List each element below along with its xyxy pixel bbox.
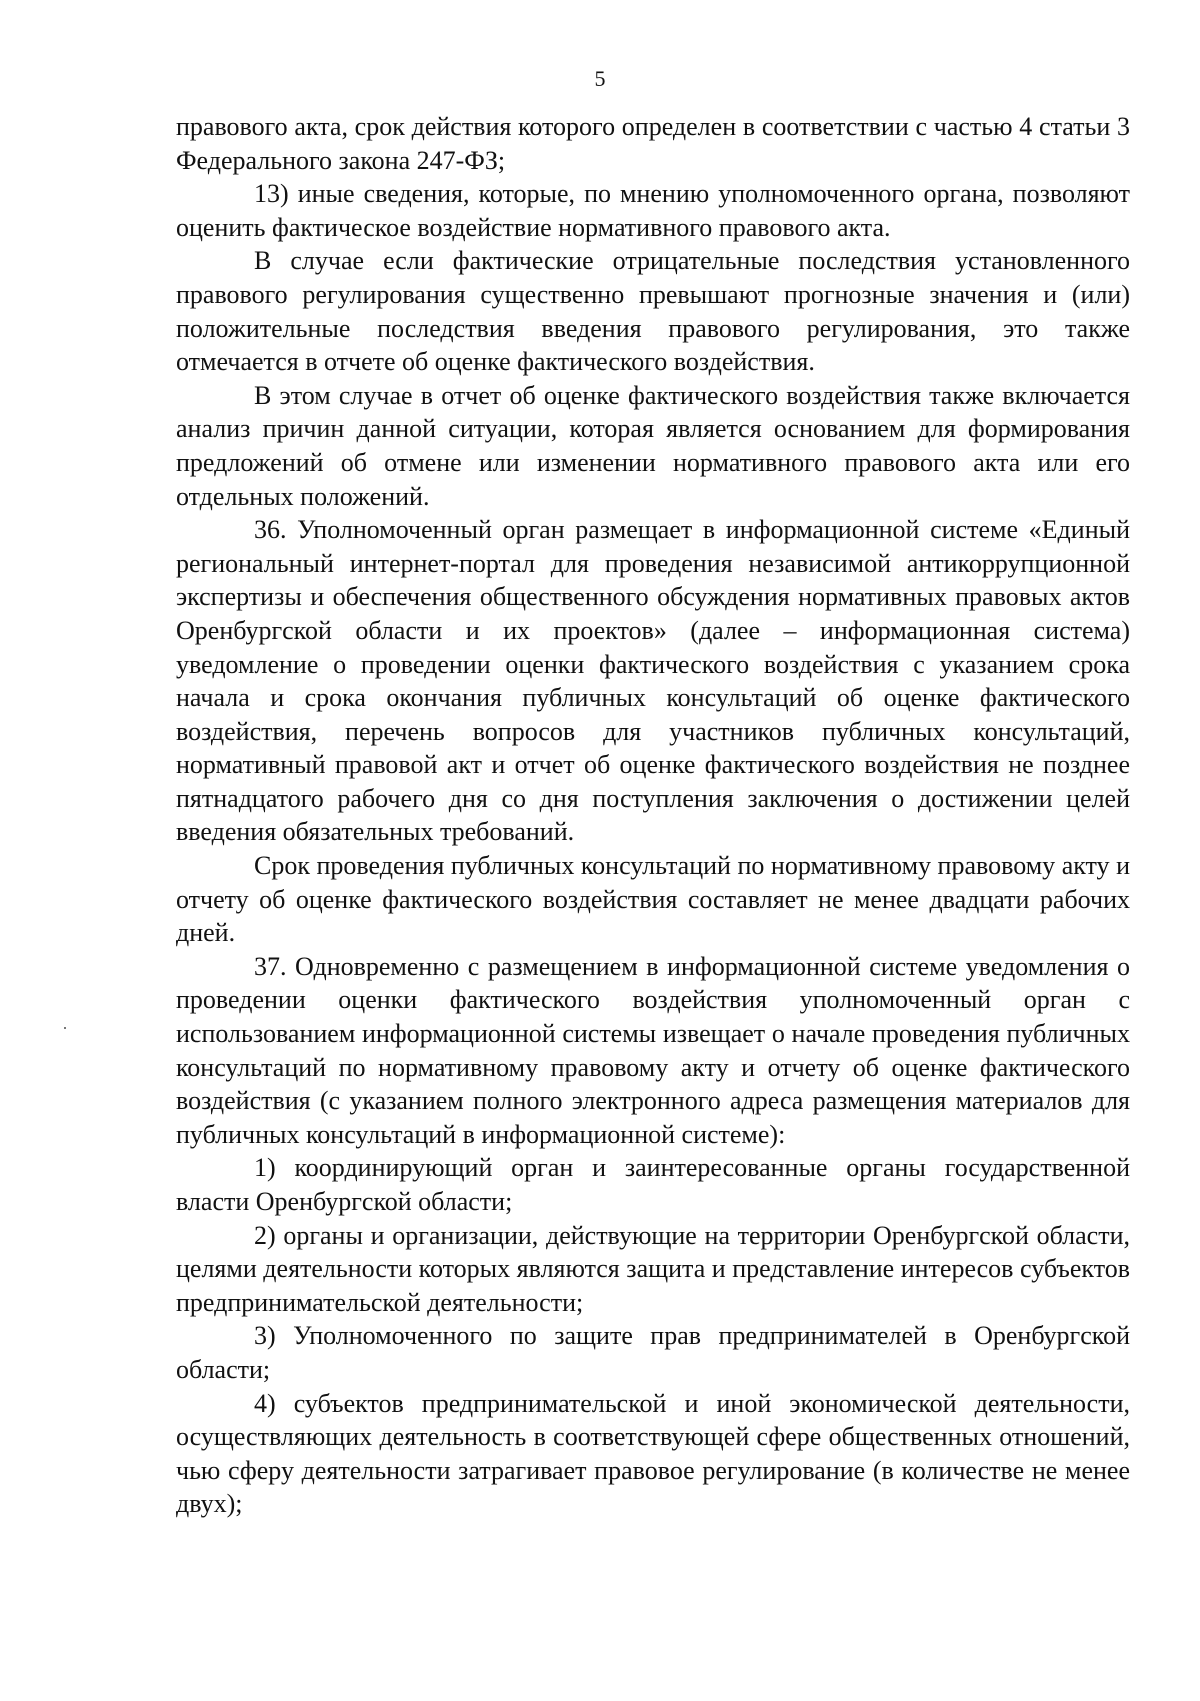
paragraph-continuation: правового акта, срок действия которого определен в соответствии с частью 4 статьи 3 Федерального закона 247-ФЗ; [176,112,1130,175]
list-item-4: 4) субъектов предпринимательской и иной экономической деятельности, осуществляющих деятельность в соответствующей сфере общественных отношений, чью сферу деятельности затрагивает правовое регулирование (в количестве не менее двух); [176,1388,1130,1519]
page-number: 5 [594,66,606,91]
paragraph-clause-37: 37. Одновременно с размещением в информационной системе уведомления о проведении оценки фактического воздействия уполномоченный орган с использованием информационной системы извещает о начале проведения публичных консультаций по нормативному правовому акту и отчету об оценке фактического воздействия (с указанием полного электронного адреса размещения материалов для публичных консультаций в информационной системе): [176,951,1130,1149]
paragraph-consultation-term: Срок проведения публичных консультаций по нормативному правовому акту и отчету об оценке фактического воздействия составляет не менее двадцати рабочих дней. [176,851,1130,948]
list-item-3: 3) Уполномоченного по защите прав предпринимателей в Оренбургской области; [176,1321,1130,1384]
list-item-2: 2) органы и организации, действующие на территории Оренбургской области, целями деятельности которых являются защита и представление интересов субъектов предпринимательской деятельности; [176,1220,1130,1317]
scan-speck [64,1027,66,1029]
paragraph-analysis-of-causes: В этом случае в отчет об оценке фактического воздействия также включается анализ причин данной ситуации, которая является основанием для формирования предложений об отмене или изменении нормативного правового акта или его отдельных положений. [176,380,1130,511]
paragraph-negative-consequences: В случае если фактические отрицательные последствия установленного правового регулирования существенно превышают прогнозные значения и (или) положительные последствия введения правового регулирования, это также отмечается в отчете об оценке фактического воздействия. [176,246,1130,377]
paragraph-clause-36: 36. Уполномоченный орган размещает в информационной системе «Единый региональный интернет-портал для проведения независимой антикоррупционной экспертизы и обеспечения общественного обсуждения нормативных правовых актов Оренбургской области и их проектов» (далее – информационная система) уведомление о проведении оценки фактического воздействия с указанием срока начала и срока окончания публичных консультаций об оценке фактического воздействия, перечень вопросов для участников публичных консультаций, нормативный правовой акт и отчет об оценке фактического воздействия не позднее пятнадцатого рабочего дня со дня поступления заключения о достижении целей введения обязательных требований. [176,515,1130,847]
paragraph-item-13: 13) иные сведения, которые, по мнению уполномоченного органа, позволяют оценить фактическое воздействие нормативного правового акта. [176,179,1130,242]
list-item-1: 1) координирующий орган и заинтересованные органы государственной власти Оренбургской области; [176,1153,1130,1216]
document-body [176,110,1130,1521]
